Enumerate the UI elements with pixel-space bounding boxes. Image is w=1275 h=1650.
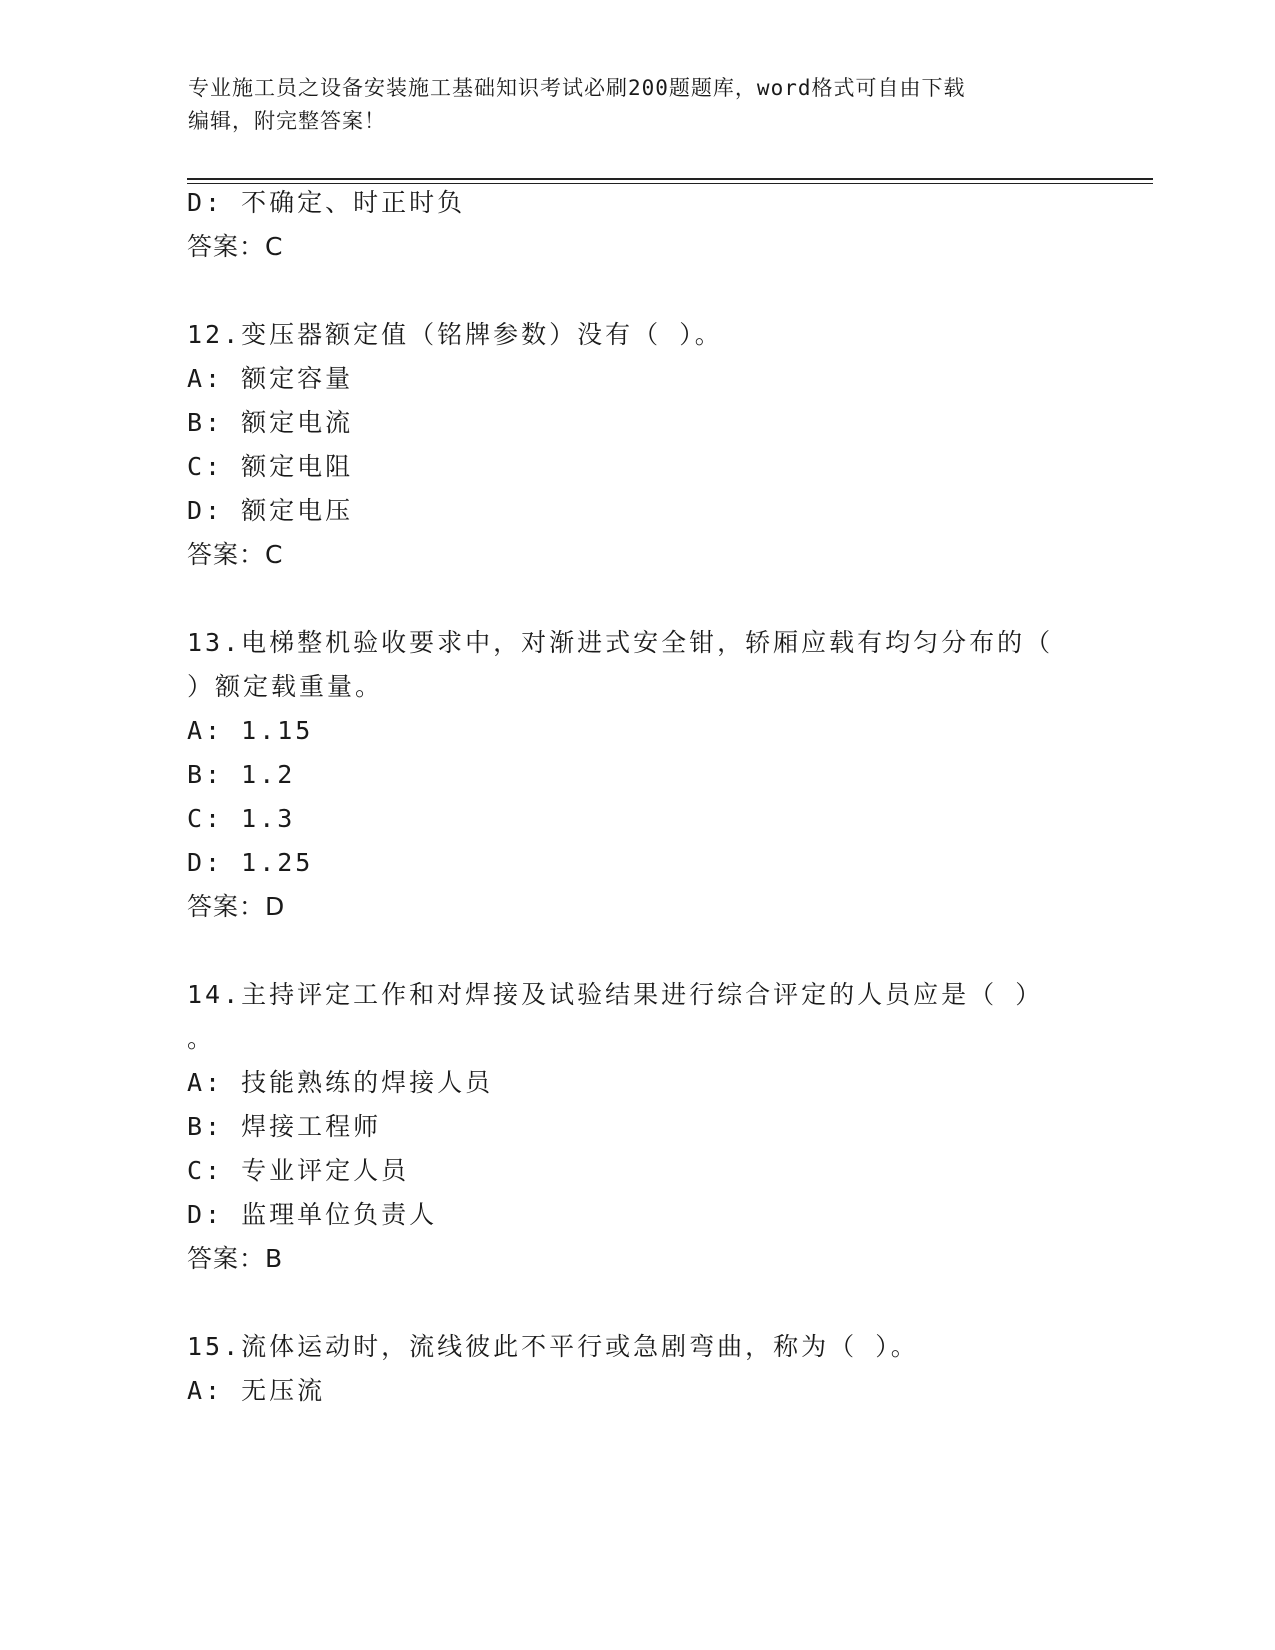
header-divider-thick: [187, 178, 1153, 180]
q14-option-d: D: 监理单位负责人: [187, 1200, 438, 1229]
header-title-line1: 专业施工员之设备安装施工基础知识考试必刷200题题库，word格式可自由下载: [188, 76, 966, 100]
q15-question: 15.流体运动时，流线彼此不平行或急剧弯曲，称为（ ）。: [187, 1332, 919, 1361]
q14-option-c: C: 专业评定人员: [187, 1156, 410, 1185]
q13-option-b: B: 1.2: [187, 760, 296, 789]
q13-answer: 答案：D: [187, 892, 286, 921]
header-divider-thin: [187, 183, 1153, 184]
q12-answer: 答案：C: [187, 540, 284, 569]
header-title-line2: 编辑，附完整答案！: [188, 109, 386, 133]
q12-option-a: A: 额定容量: [187, 364, 354, 393]
q13-option-c: C: 1.3: [187, 804, 296, 833]
q12-question: 12.变压器额定值（铭牌参数）没有（ ）。: [187, 320, 723, 349]
q14-answer: 答案：B: [187, 1244, 284, 1273]
q14-option-b: B: 焊接工程师: [187, 1112, 382, 1141]
q14-question-line2: 。: [187, 1024, 216, 1053]
q14-option-a: A: 技能熟练的焊接人员: [187, 1068, 494, 1097]
q11-option-d: D: 不确定、时正时负: [187, 188, 466, 217]
q13-option-d: D: 1.25: [187, 848, 314, 877]
q14-question-line1: 14.主持评定工作和对焊接及试验结果进行综合评定的人员应是（ ）: [187, 980, 1044, 1009]
q11-answer: 答案：C: [187, 232, 284, 261]
q13-option-a: A: 1.15: [187, 716, 314, 745]
document-header: [188, 72, 1088, 138]
q12-option-b: B: 额定电流: [187, 408, 354, 437]
q13-question-line2: ）额定载重量。: [187, 672, 384, 701]
q12-option-c: C: 额定电阻: [187, 452, 354, 481]
q15-option-a: A: 无压流: [187, 1376, 326, 1405]
q12-option-d: D: 额定电压: [187, 496, 354, 525]
q13-question-line1: 13.电梯整机验收要求中，对渐进式安全钳，轿厢应载有均匀分布的（: [187, 628, 1054, 657]
